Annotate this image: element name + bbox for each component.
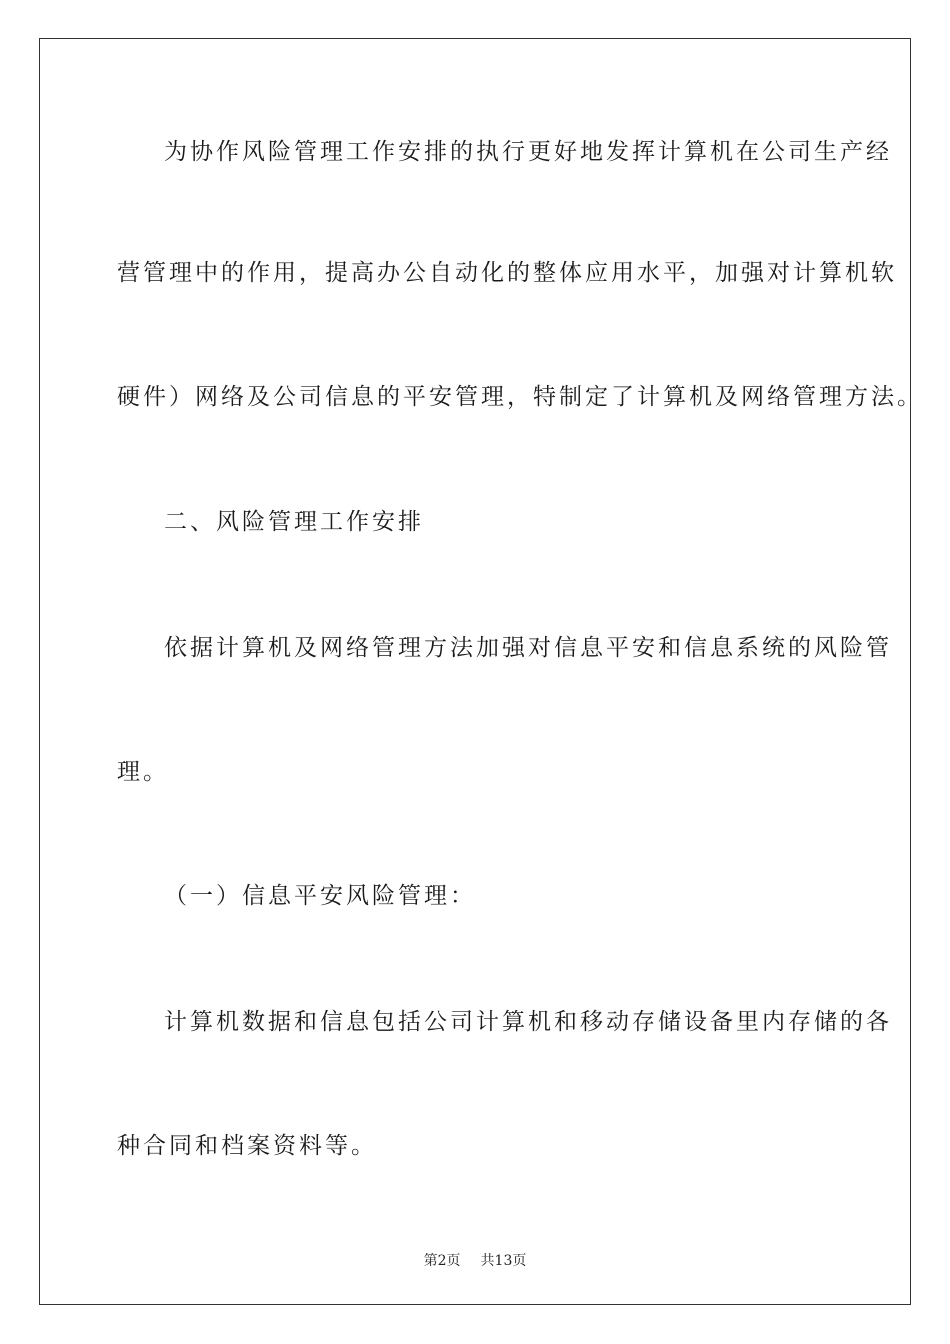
page-total: 共13页 — [480, 1253, 527, 1269]
page-border — [39, 38, 923, 1305]
section-heading: 二、风险管理工作安排 — [164, 509, 424, 535]
paragraph-line-8: 计算机数据和信息包括公司计算机和移动存储设备里内存储的各 — [164, 1009, 892, 1035]
subsection-heading: （一）信息平安风险管理： — [164, 883, 476, 909]
paragraph-line-3: 硬件）网络及公司信息的平安管理，特制定了计算机及网络管理方法。 — [117, 384, 923, 410]
page-footer — [0, 1250, 950, 1270]
page-number: 第2页 — [423, 1253, 461, 1269]
paragraph-line-6: 理。 — [117, 759, 169, 785]
paragraph-line-5: 依据计算机及网络管理方法加强对信息平安和信息系统的风险管 — [164, 635, 892, 661]
paragraph-line-1: 为协作风险管理工作安排的执行更好地发挥计算机在公司生产经 — [164, 139, 892, 165]
paragraph-line-9: 种合同和档案资料等。 — [117, 1133, 377, 1159]
paragraph-line-2: 营管理中的作用，提高办公自动化的整体应用水平，加强对计算机软 — [117, 260, 897, 286]
